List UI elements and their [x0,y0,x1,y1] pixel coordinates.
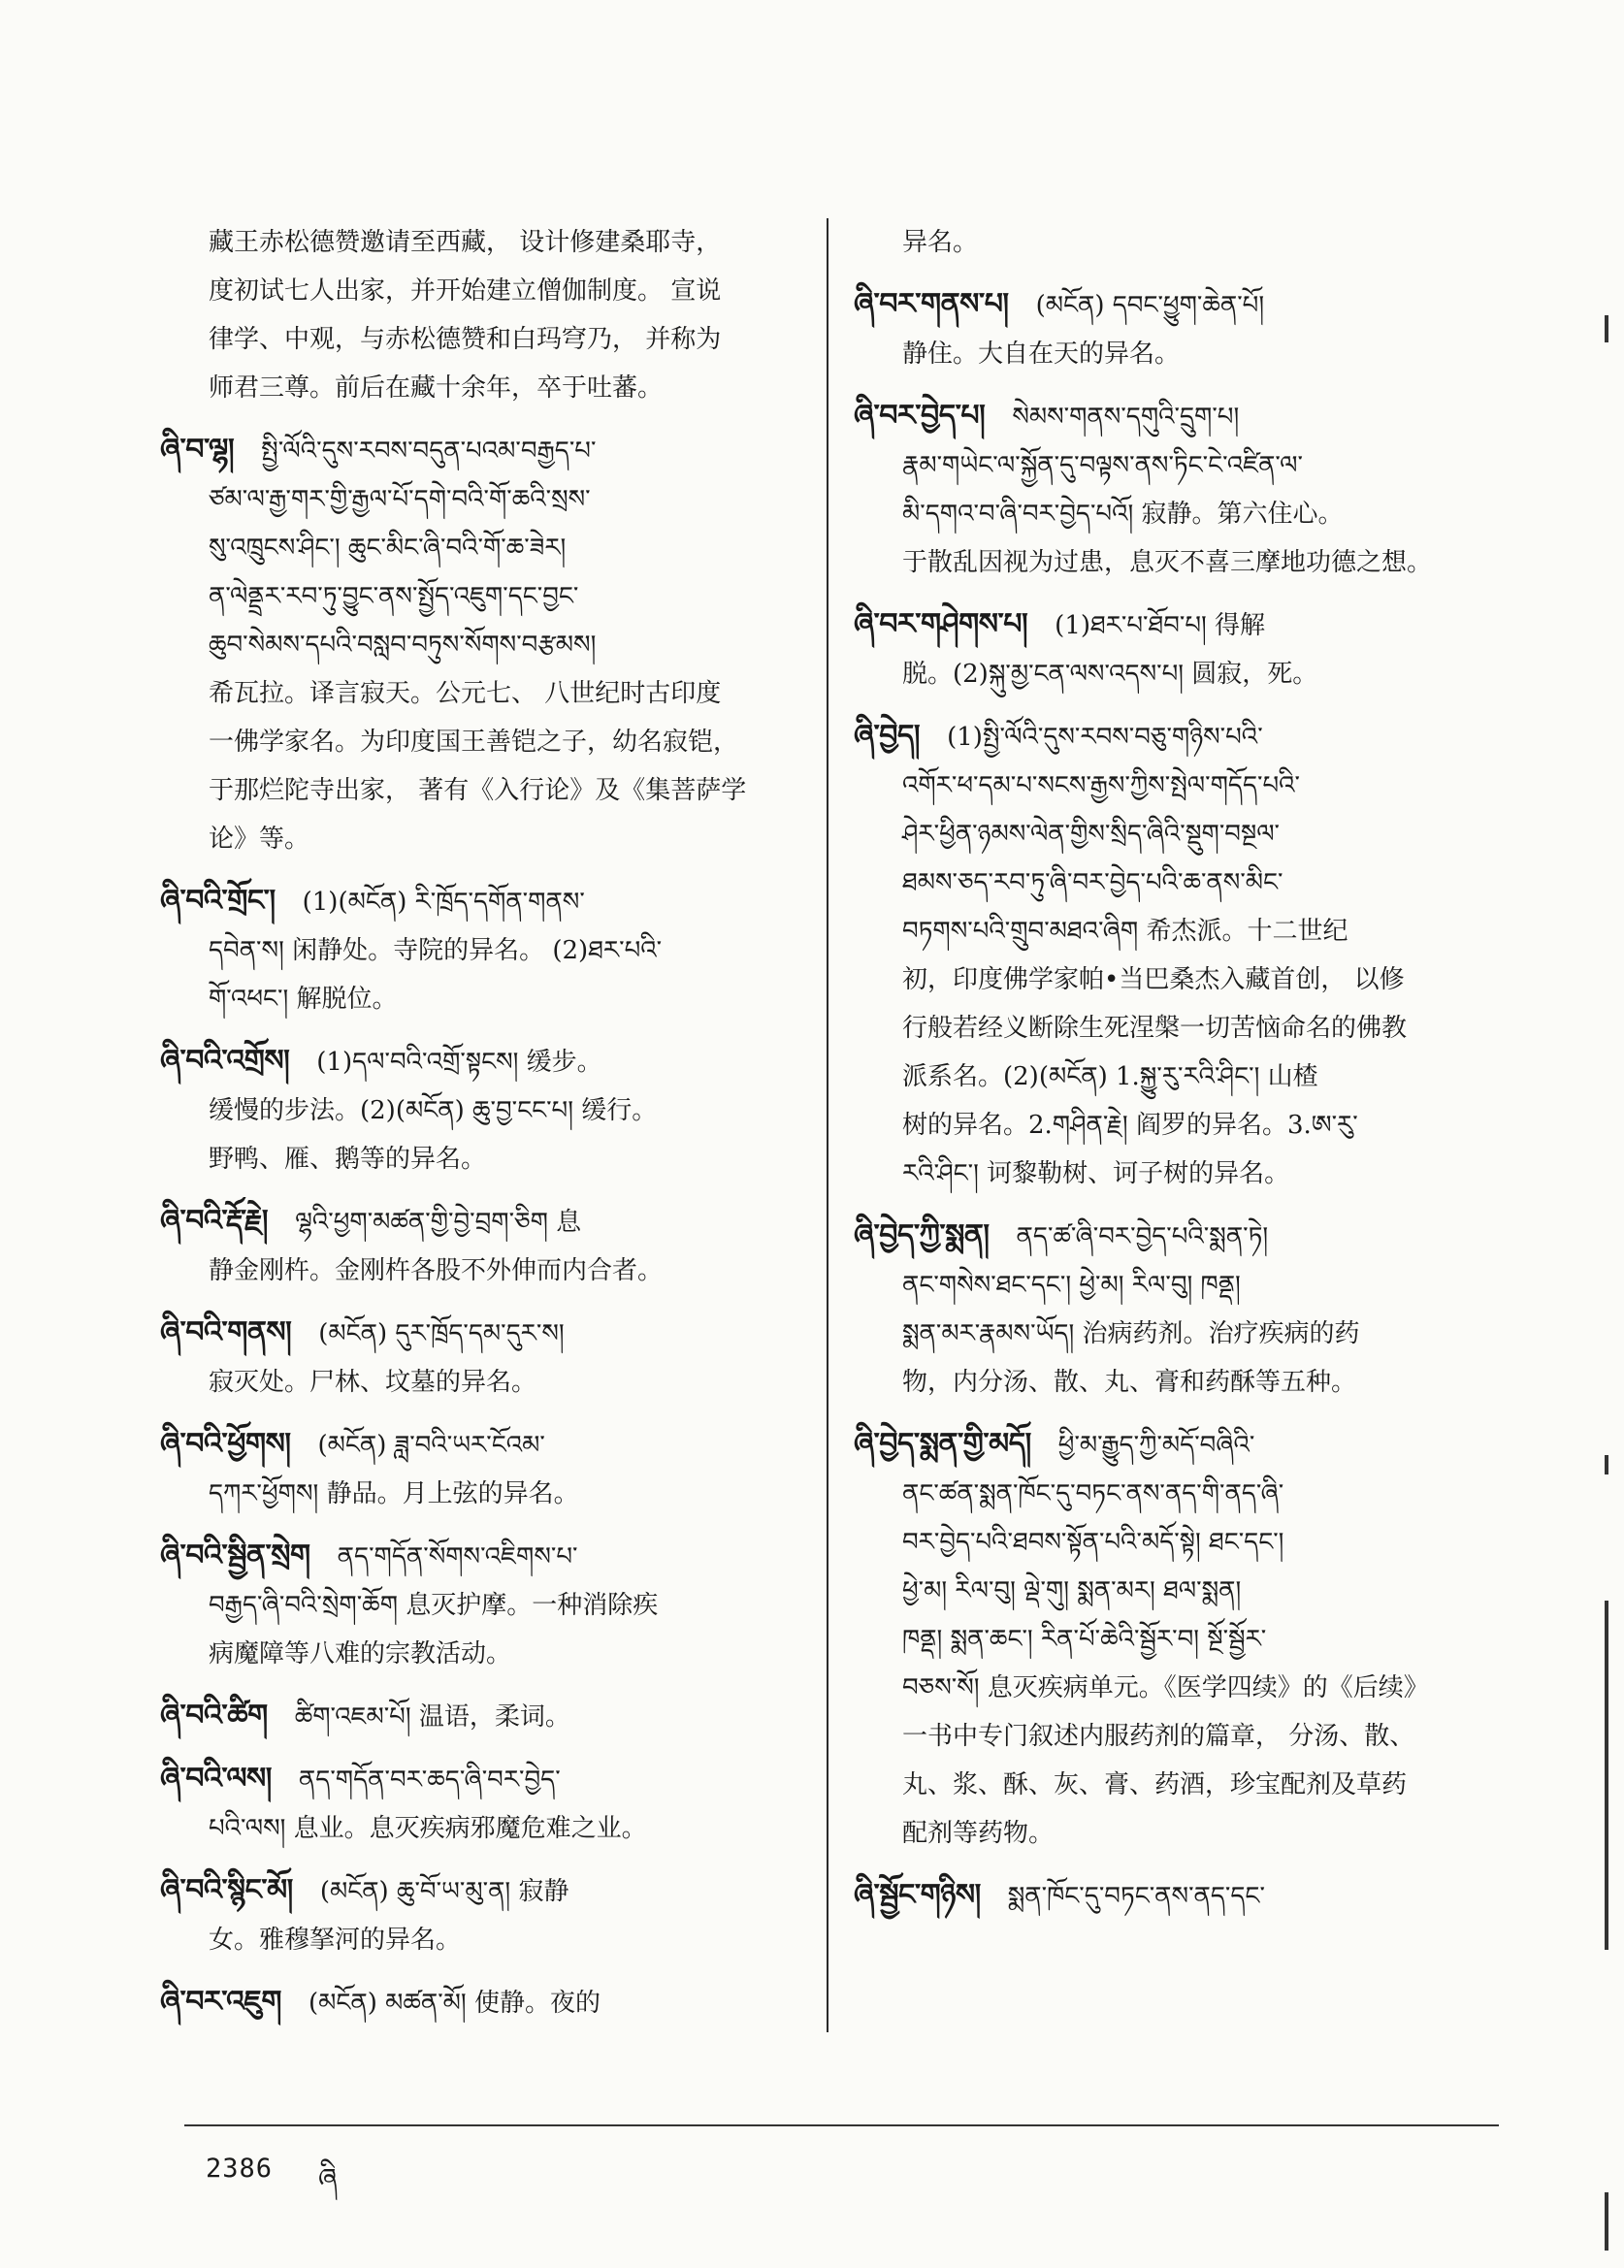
definition-text: 病魔障等八难的宗教活动。 [209,1639,512,1669]
entry-line [854,907,1513,956]
entry-line [160,877,810,926]
headword: ཞི་བའི་ཚིག [160,1699,268,1733]
definition-text: པའི་ལས། 息业。息灭疾病邪魔危难之业。 [209,1814,647,1843]
definition-text: 女。雅穆拏河的异名。 [209,1926,462,1955]
headword: ཞི་བར་གཤེགས་པ། [854,607,1028,641]
definition-text: (མངོན) དབང་ཕྱུག་ཆེན་པོ། [1035,291,1265,320]
definition-text: ཐམས་ཅད་རབ་ཏུ་ཞི་བར་བྱེད་པའི་ཆ་ནས་མིང་ [902,868,1283,897]
definition-text: ནང་ཚན་སྨན་ཁོང་དུ་བཏང་ནས་ནད་གི་ནད་ཞི་ [902,1479,1284,1508]
entry-line [854,650,1513,698]
definition-text: 藏王赤松德赞邀请至西藏， 设计修建桑耶寺， [209,228,722,257]
definition-text: གོ་འཕང་། 解脱位。 [209,985,398,1014]
dictionary-entry [160,1420,810,1518]
entry-line [854,712,1513,761]
headword: ཞི་བར་འཇུག [160,1985,281,2019]
definition-text: 脱。(2)སྐུ་མྱ་ངན་ལས་འདས་པ། 圆寂，死。 [902,660,1318,689]
entry-line [160,1804,810,1853]
definition-text: 异名。 [902,228,979,257]
headword: ཞི་བའི་སྦྱིན་སྲེག [160,1539,310,1572]
entry-line [854,1101,1513,1150]
definition-text: 师君三尊。前后在藏十余年，卒于吐蕃。 [209,373,664,403]
entry-line [160,1916,810,1964]
definition-text: 希瓦拉。译言寂天。公元七、 八世纪时古印度 [209,679,722,708]
definition-text: ནང་གསེས་ཐང་དང་། ཕྱེ་མ། རིལ་བུ། ཁནྡ། [902,1271,1241,1300]
entry-line [854,1664,1513,1712]
entry-line [854,280,1513,330]
scan-edge-mark [1605,315,1608,342]
entry-line [160,1420,810,1470]
entry-line [160,1630,810,1678]
definition-text: སུ་འཁྲུངས་ཤིང་། ཆུང་མིང་ཞི་བའི་གོ་ཆ་ཟེར། [209,534,567,563]
dictionary-entry [854,712,1513,1198]
entry-line [160,1532,810,1581]
entry-line [160,669,810,718]
entry-line [854,1261,1513,1310]
definition-text: སྤྱི་ལོའི་དུས་རབས་བདུན་པའམ་བརྒྱད་པ་ [261,437,597,466]
entry-line [854,1712,1513,1761]
dictionary-entry [160,1309,810,1407]
definition-text: 一书中专门叙述内服药剂的篇章， 分汤、散、 [902,1722,1415,1751]
dictionary-entry [854,392,1513,587]
entry-line [160,1978,810,2027]
definition-text: (མངོན) མཚན་མོ། 使静。夜的 [308,1989,601,2018]
entry-line [854,1809,1513,1858]
dictionary-entry [854,1212,1513,1407]
headword: ཞི་བྱེད་ཀྱི་སྨན། [854,1218,990,1252]
entry-line [854,1567,1513,1615]
definition-text: (མངོན) ཆུ་བོ་ཡ་མུ་ན། 寂静 [319,1877,569,1906]
definition-text: 丸、浆、酥、灰、膏、药酒，珍宝配剂及草药 [902,1770,1408,1799]
definition-text: 律学、中观，与赤松德赞和白玛穹乃， 并称为 [209,325,722,354]
entry-line [854,1420,1513,1470]
entry-line [854,1310,1513,1358]
headword: ཞི་བའི་རྡོ་རྗེ། [160,1204,269,1238]
definition-text: 静金刚杵。金刚杵各股不外伸而内合者。 [209,1256,664,1285]
right-column [854,218,1513,1934]
definition-text: བཏགས་པའི་གྲུབ་མཐའ་ཞིག 希杰派。十二世纪 [902,917,1348,946]
entry-line [160,1470,810,1518]
entry-line [854,810,1513,859]
entry-line [160,572,810,621]
entry-line [854,330,1513,378]
definition-text: ཙམ་ལ་རྒྱ་གར་གྱི་རྒྱལ་པོ་དགེ་བའི་གོ་ཆའི་སྲས་ [209,485,591,514]
definition-text: རའི་ཤིང་། 诃黎勒树、诃子树的异名。 [902,1159,1290,1188]
definition-text: 配剂等药物。 [902,1819,1055,1848]
entry-line [160,1309,810,1358]
definition-text: (1)དལ་བའི་འགྲོ་སྟངས། 缓步。 [316,1048,602,1077]
entry-line [160,1247,810,1295]
column-divider [827,218,828,2032]
scan-edge-mark [1605,2192,1608,2251]
definition-text: 论》等。 [209,825,310,854]
entry-line [160,621,810,669]
entry-line [854,859,1513,907]
definition-text: བར་བྱེད་པའི་ཐབས་སྟོན་པའི་མདོ་སྟེ། ཐང་དང་། [902,1528,1284,1557]
dictionary-entry [160,1037,810,1183]
headword: ཞི་བ་ལྷ། [160,433,235,467]
entry-line [160,766,810,815]
definition-text: 派系名。(2)(མངོན) 1.སྐྱུ་རུ་རའི་ཤིང་། 山楂 [902,1062,1318,1091]
page-number: 2386 [206,2154,274,2184]
definition-text: 缓慢的步法。(2)(མངོན) ཆུ་བྱ་ངང་པ། 缓行。 [209,1096,658,1125]
definition-text: ཕྱི་མ་རྒྱུད་ཀྱི་མདོ་བཞིའི་ [1057,1431,1255,1460]
definition-text: ཕྱེ་མ། རིལ་བུ། ལྡེ་གུ། སྨན་མར། ཐལ་སྨན། [902,1576,1242,1605]
definition-text: དཀར་ཕྱོགས། 静品。月上弦的异名。 [209,1479,579,1508]
definition-text: 野鸭、雁、鹅等的异名。 [209,1145,487,1174]
dictionary-entry [160,218,810,412]
entry-line [160,975,810,1023]
definition-text: 于那烂陀寺出家， 著有《入行论》及《集菩萨学 [209,776,747,805]
entry-line [854,761,1513,810]
headword: ཞི་བར་བྱེད་པ། [854,399,986,433]
entry-line [854,1053,1513,1101]
dictionary-entry [854,1871,1513,1921]
entry-line [854,1212,1513,1261]
scan-edge-mark [1605,1455,1608,1474]
definition-text: 于散乱因视为过患，息灭不喜三摩地功德之想。 [902,548,1433,577]
dictionary-entry [160,877,810,1023]
section-letter: ཞི [318,2162,338,2194]
entry-line [160,426,810,475]
entry-line [160,1755,810,1804]
dictionary-entry [160,1692,810,1741]
entry-line [854,1358,1513,1407]
headword: ཞི་སྦྱོང་གཉིས། [854,1878,981,1912]
entry-line [854,1470,1513,1518]
entry-line [160,364,810,412]
dictionary-entry [160,1197,810,1295]
entry-line [160,475,810,524]
definition-text: ཤེར་ཕྱིན་ཉམས་ལེན་གྱིས་སྲིད་ཞིའི་སྡུག་བསྔལ་ [902,820,1281,849]
definition-text: ཚིག་འཇམ་པོ། 温语，柔词。 [294,1702,570,1732]
definition-text: སྨན་ཁོང་དུ་བཏང་ནས་ནད་དང་ [1007,1882,1265,1911]
entry-line [160,1692,810,1741]
definition-text: ནད་ཚ་ཞི་བར་བྱེད་པའི་སྨན་ཏེ། [1016,1222,1269,1251]
definition-text: 树的异名。2.གཤིན་རྗེ། 阎罗的异名。3.ཨ་རུ་ [902,1111,1358,1140]
dictionary-entry [854,280,1513,378]
entry-line [160,1358,810,1407]
definition-text: རྣམ་གཡེང་ལ་སྐྱོན་དུ་བལྟས་ནས་ཏིང་ངེ་འཛིན་ལ་ [902,451,1303,480]
definition-text: ན་ལེནྡྲར་རབ་ཏུ་བྱུང་ནས་སྤྱོད་འཇུག་དང་བྱང་ [209,582,579,611]
definition-text: 初，印度佛学家帕•当巴桑杰入藏首创， 以修 [902,965,1405,994]
entry-line [854,1518,1513,1567]
scan-edge-mark [1605,1601,1608,1950]
entry-line [160,1135,810,1183]
dictionary-entry [854,1420,1513,1858]
definition-text: བཅས་སོ། 息灭疾病单元。《医学四续》的《后续》 [902,1673,1429,1702]
definition-text: (1)(མངོན) རི་ཁྲོད་དགོན་གནས་ [302,888,585,917]
entry-line [854,1150,1513,1198]
headword: ཞི་བའི་ལས། [160,1762,272,1796]
entry-line [854,1761,1513,1809]
definition-text: བརྒྱད་ཞི་བའི་སྲེག་ཆོག 息灭护摩。一种消除疾 [209,1591,659,1620]
left-column [160,218,810,2041]
dictionary-entry [160,1978,810,2027]
entry-line [160,815,810,863]
headword: ཞི་བའི་འགྲོས། [160,1044,290,1078]
definition-text: (མངོན) དུར་ཁྲོད་དམ་དུར་ས། [318,1319,565,1348]
headword: ཞི་བྱེད། [854,719,921,753]
dictionary-entry [160,1532,810,1678]
headword: ཞི་བའི་གྲོང་། [160,884,276,918]
entry-line [854,490,1513,538]
definition-text: 寂灭处。尸林、坟墓的异名。 [209,1368,537,1397]
definition-text: (1)ཐར་པ་ཐོབ་པ། 得解 [1055,611,1266,640]
definition-text: འགོར་ཕ་དམ་པ་སངས་རྒྱས་ཀྱིས་སྤེལ་གདོད་པའི་ [902,771,1300,800]
definition-text: ཆུབ་སེམས་དཔའི་བསླབ་བཏུས་སོགས་བརྩམས། [209,631,597,660]
dictionary-entry [854,600,1513,698]
definition-text: སེམས་གནས་དགུའི་དྲུག་པ། [1012,403,1240,432]
entry-line [160,524,810,572]
headword: ཞི་བར་གནས་པ། [854,287,1009,321]
definition-text: (མངོན) ཟླ་བའི་ཡར་ངོའམ་ [317,1431,545,1460]
definition-text: (1)སྤྱི་ལོའི་དུས་རབས་བཅུ་གཉིས་པའི་ [947,723,1263,752]
definition-text: 度初试七人出家，并开始建立僧伽制度。 宣说 [209,276,722,306]
definition-text: ཁནྡ། སྨན་ཆང་། རིན་པོ་ཆེའི་སྦྱོར་བ། སྔོ་སྦྱོར་ [902,1625,1267,1654]
definition-text: སྨན་མར་རྣམས་ཡོད། 治病药剂。治疗疾病的药 [902,1319,1360,1348]
entry-line [160,1086,810,1135]
entry-line [160,267,810,315]
entry-line [160,1866,810,1916]
entry-line [854,600,1513,650]
dictionary-entry [160,1755,810,1853]
entry-line [854,538,1513,587]
entry-line [160,926,810,975]
definition-text: མི་དགའ་བ་ཞི་བར་བྱེད་པའོ། 寂静。第六住心。 [902,500,1344,529]
definition-text: ལྷའི་ཕྱག་མཚན་གྱི་བྱེ་བྲག་ཅིག 息 [295,1208,582,1237]
headword: ཞི་བའི་གནས། [160,1315,292,1349]
definition-text: 物，内分汤、散、丸、膏和药酥等五种。 [902,1368,1357,1397]
entry-line [854,441,1513,490]
entry-line [854,392,1513,441]
entry-line [160,1197,810,1247]
headword: ཞི་བའི་ཕྱོགས། [160,1427,291,1461]
headword: ཞི་བྱེད་སྨན་གྱི་མདོ། [854,1427,1031,1461]
definition-text: 行般若经义断除生死涅槃一切苦恼命名的佛教 [902,1014,1408,1043]
dictionary-entry [160,426,810,863]
entry-line [160,218,810,267]
entry-line [160,1037,810,1086]
definition-text: དབེན་ས། 闲静处。寺院的异名。 (2)ཐར་པའི་ [209,936,663,965]
entry-line [160,718,810,766]
entry-line [160,315,810,364]
definition-text: 一佛学家名。为印度国王善铠之子，幼名寂铠， [209,728,739,757]
definition-text: ནད་གདོན་བར་ཆད་ཞི་བར་བྱེད་ [298,1766,561,1795]
headword: ཞི་བའི་སྙིང་མོ། [160,1873,293,1907]
entry-line [160,1581,810,1630]
definition-text: 静住。大自在天的异名。 [902,340,1181,369]
footer-rule [184,2124,1499,2126]
definition-text: ནད་གདོན་སོགས་འཇིགས་པ་ [337,1542,578,1571]
entry-line [854,1004,1513,1053]
entry-line [854,1615,1513,1664]
entry-line [854,218,1513,267]
dictionary-entry [160,1866,810,1964]
entry-line [854,956,1513,1004]
entry-line [854,1871,1513,1921]
dictionary-entry [854,218,1513,267]
